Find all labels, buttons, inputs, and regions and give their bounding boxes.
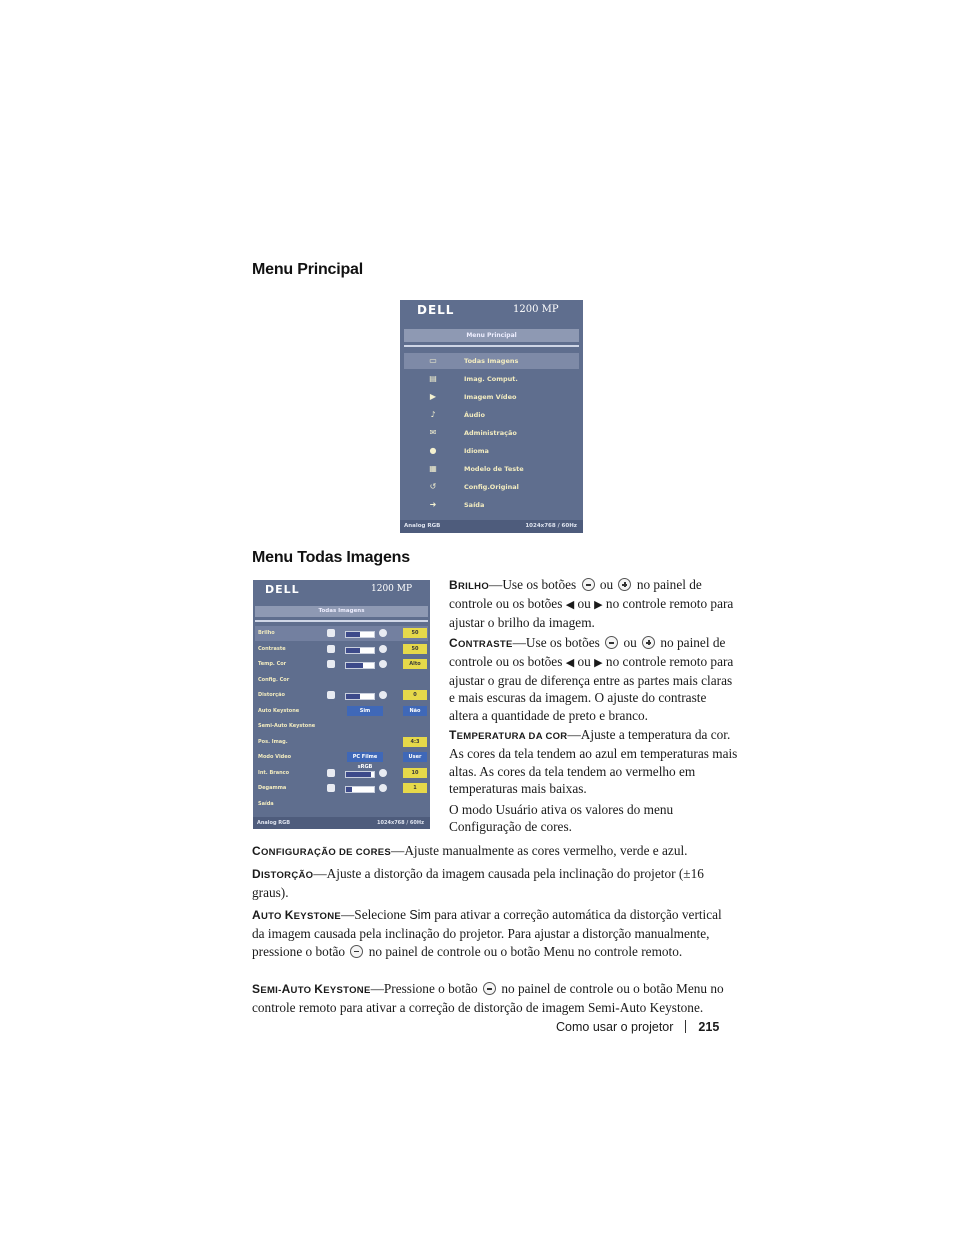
setting-icon xyxy=(327,660,335,668)
term-distorcao: DISTORÇÃO xyxy=(252,867,314,881)
option-button: PC Filme sRGB xyxy=(347,752,383,762)
text-span: Use os botões xyxy=(502,577,577,592)
setting-icon xyxy=(379,660,387,668)
right-arrow-icon: ▶ xyxy=(594,598,603,612)
heading-menu-todas-imagens: Menu Todas Imagens xyxy=(252,549,410,566)
value-box: Alto xyxy=(403,659,427,669)
osd-setting-row xyxy=(255,626,428,641)
right-arrow-icon: ▶ xyxy=(594,656,603,670)
osd-footer-source: Analog RGB xyxy=(257,820,291,826)
osd-footer-source: Analog RGB xyxy=(404,523,441,529)
text-span: Ajuste a temperatura da cor. As cores da tela tendem ao azul em temperaturas mais altas. As cores da tela tendem ao vermelho em temperaturas mais baixas. xyxy=(449,727,738,797)
text-span: no controle remoto para ajustar o brilho da imagem. xyxy=(449,596,734,630)
osd-setting-row xyxy=(255,673,428,688)
minus-button-icon xyxy=(582,578,595,591)
text-span: no painel de controle ou o botão Menu no controle remoto para ativar a correção de distorção de imagem Semi-Auto Keystone. xyxy=(252,981,724,1016)
term-auto-keystone: AUTO KEYSTONE xyxy=(252,908,341,922)
monitor-icon: ▭ xyxy=(429,356,437,365)
plus-button-icon xyxy=(618,578,631,591)
osd-menu-item-label: Idioma xyxy=(464,447,489,455)
term-brilho: BRILHO xyxy=(449,578,490,592)
osd-setting-row xyxy=(255,735,428,750)
menu-button-icon xyxy=(350,945,363,958)
globe-icon: ● xyxy=(429,446,437,455)
osd-menu-item xyxy=(404,479,579,495)
term-config-cores: CONFIGURAÇÃO DE CORES xyxy=(252,844,392,858)
value-box: 50 xyxy=(403,644,427,654)
paragraph-auto-keystone: AUTO KEYSTONE—Selecione Sim para ativar a correção automática da distorção vertical da imagem causada pela inclinação do projetor. Para ajustar a distorção manualmente, pressione o botão no painel de controle ou o botão Menu no controle remoto. xyxy=(252,907,722,959)
text-span: ou xyxy=(577,596,591,612)
setting-icon xyxy=(379,769,387,777)
text-span: para ativar a correção automática da distorção vertical da imagem causada pela inclinação do projetor. Para ajustar a distorção manualmente, pressione o botão xyxy=(252,907,722,959)
dell-logo: DELL xyxy=(417,303,455,317)
minus-button-icon xyxy=(605,636,618,649)
setting-icon xyxy=(327,645,335,653)
osd-menu-item-label: Imag. Comput. xyxy=(464,375,518,383)
level-fill xyxy=(346,632,360,637)
term-contraste: CONTRASTE xyxy=(449,636,513,650)
osd-menu-item-label: Imagem Vídeo xyxy=(464,393,517,401)
speaker-icon: ♪ xyxy=(430,410,436,419)
left-arrow-icon: ◀ xyxy=(565,656,575,670)
osd-setting-row xyxy=(255,719,428,734)
setting-icon xyxy=(379,645,387,653)
osd-setting-row xyxy=(255,657,428,672)
osd-footer xyxy=(400,520,583,533)
osd-setting-row xyxy=(255,797,428,812)
setting-icon xyxy=(327,769,335,777)
plus-button-icon xyxy=(642,636,655,649)
setting-icon xyxy=(327,691,335,699)
osd-menu-item xyxy=(404,425,579,441)
osd-menu-item-label: Todas Imagens xyxy=(464,357,519,365)
term-temperatura: TEMPERATURA DA COR xyxy=(449,728,568,742)
level-fill xyxy=(346,663,363,668)
exit-icon: ➜ xyxy=(429,500,437,509)
osd-setting-label: Semi-Auto Keystone xyxy=(258,723,316,729)
paragraph-brilho: BRILHO—Use os botões ou no painel de controle ou os botões ◀ ou ▶ no controle remoto para ajustar o brilho da imagem. xyxy=(449,577,734,630)
osd-setting-label: Contraste xyxy=(258,645,286,652)
setting-icon xyxy=(327,784,335,792)
osd-setting-label: Temp. Cor xyxy=(258,661,287,667)
osd-setting-row xyxy=(255,766,428,781)
footer-divider xyxy=(685,1020,686,1033)
menu-button-icon xyxy=(483,982,496,995)
test-pattern-icon: ▦ xyxy=(429,464,437,473)
osd-menu-item xyxy=(404,353,579,369)
osd-setting-label: Int. Branco xyxy=(258,769,290,776)
osd-setting-row xyxy=(255,642,428,657)
setting-icon xyxy=(379,691,387,699)
text-span: ou xyxy=(599,577,614,592)
level-slider xyxy=(345,662,375,669)
osd-menu-item xyxy=(404,497,579,513)
setting-icon xyxy=(327,629,335,637)
osd-setting-row xyxy=(255,781,428,796)
osd-footer-resolution: 1024x768 / 60Hz xyxy=(377,820,424,826)
reset-icon: ↺ xyxy=(429,482,437,491)
paragraph-contraste: CONTRASTE—Use os botões ou no painel de controle ou os botões ◀ ou ▶ no controle remoto para ajustar o grau de diferença entre as partes mais claras e mais escuras da imagem. O ajuste do contraste altera a quantidade de preto e branco. xyxy=(449,635,734,723)
setting-icon xyxy=(379,784,387,792)
level-slider xyxy=(345,693,375,700)
osd-all-images-menu-image xyxy=(253,580,430,829)
text-span: no painel de controle ou os botões xyxy=(449,577,702,612)
osd-model: 1200 MP xyxy=(371,584,413,594)
level-fill xyxy=(346,772,371,777)
level-slider xyxy=(345,647,375,654)
osd-main-menu-image xyxy=(400,300,583,533)
option-button: User xyxy=(403,752,427,762)
footer-section-title: Como usar o projetor xyxy=(556,1020,674,1034)
text-span: Ajuste manualmente as cores vermelho, verde e azul. xyxy=(404,843,688,858)
osd-setting-label: Saída xyxy=(258,800,274,807)
computer-icon: ▤ xyxy=(429,374,437,383)
dell-logo: DELL xyxy=(265,583,300,596)
value-box: 50 xyxy=(403,628,427,638)
setting-icon xyxy=(379,629,387,637)
heading-menu-principal: Menu Principal xyxy=(252,261,363,278)
paragraph-semi-auto-keystone: SEMI-AUTO KEYSTONE—Pressione o botão no painel de controle ou o botão Menu no controle remoto para ativar a correção de distorção de imagem Semi-Auto Keystone. xyxy=(252,981,724,1016)
osd-separator xyxy=(255,620,428,622)
paragraph-usuario: O modo Usuário ativa os valores do menu Configuração de cores. xyxy=(449,802,674,835)
text-sim: Sim xyxy=(409,908,431,922)
osd-footer xyxy=(253,817,430,829)
osd-setting-row xyxy=(255,704,428,719)
text-span: ou xyxy=(577,654,591,670)
video-icon: ▶ xyxy=(429,392,437,401)
option-button: Não xyxy=(403,706,427,716)
paragraph-config-cores: CONFIGURAÇÃO DE CORES—Ajuste manualmente as cores vermelho, verde e azul. xyxy=(252,843,688,858)
level-slider xyxy=(345,786,375,793)
osd-title-bar: Todas Imagens xyxy=(255,606,428,617)
osd-menu-item xyxy=(404,461,579,477)
osd-menu-item xyxy=(404,407,579,423)
osd-model: 1200 MP xyxy=(513,304,559,315)
paragraph-distorcao: DISTORÇÃO—Ajuste a distorção da imagem causada pela inclinação do projetor (±16 graus). xyxy=(252,866,704,901)
term-semi-auto-keystone: SEMI-AUTO KEYSTONE xyxy=(252,982,371,996)
level-slider xyxy=(345,631,375,638)
text-span: ou xyxy=(623,635,637,650)
level-fill xyxy=(346,648,360,653)
osd-menu-item-label: Config.Original xyxy=(464,483,519,491)
level-fill xyxy=(346,787,352,792)
text-span: Use os botões xyxy=(525,635,600,650)
page-footer xyxy=(556,1020,719,1034)
osd-setting-label: Config. Cor xyxy=(258,676,290,683)
value-box: 0 xyxy=(403,690,427,700)
osd-setting-row xyxy=(255,688,428,703)
osd-setting-label: Degamma xyxy=(258,785,287,791)
osd-menu-item-label: Modelo de Teste xyxy=(464,465,524,473)
text-span: Selecione xyxy=(354,907,406,922)
text-span: Pressione o botão xyxy=(383,981,478,996)
osd-menu-item xyxy=(404,371,579,387)
option-button: Sim xyxy=(347,706,383,716)
value-box: 1 xyxy=(403,783,427,793)
level-slider xyxy=(345,771,375,778)
osd-menu-item-label: Administração xyxy=(464,429,517,437)
osd-menu-item xyxy=(404,389,579,405)
osd-setting-row xyxy=(255,750,428,770)
page-number: 215 xyxy=(698,1020,720,1034)
level-fill xyxy=(346,694,360,699)
osd-setting-label: Distorção xyxy=(258,692,285,698)
osd-setting-label: Auto Keystone xyxy=(258,707,300,714)
text-span: Ajuste a distorção da imagem causada pela inclinação do projetor (±16 graus). xyxy=(252,866,704,901)
text-span: no painel de controle ou os botões xyxy=(449,635,726,670)
osd-menu-item xyxy=(404,443,579,459)
left-arrow-icon: ◀ xyxy=(565,598,575,612)
admin-icon: ✉ xyxy=(429,428,437,437)
osd-separator xyxy=(404,345,579,347)
osd-menu-item-label: Saída xyxy=(464,501,485,509)
osd-setting-label: Brilho xyxy=(258,630,275,636)
paragraph-temperatura: TEMPERATURA DA COR—Ajuste a temperatura da cor. As cores da tela tendem ao azul em temperaturas mais altas. As cores da tela tendem ao vermelho em temperaturas mais baixas. xyxy=(449,727,738,797)
value-box: 4:3 xyxy=(403,737,427,747)
osd-setting-label: Modo Video xyxy=(258,754,292,760)
osd-menu-item-label: Áudio xyxy=(464,411,486,419)
osd-setting-label: Pos. Imag. xyxy=(258,738,288,745)
osd-title-bar: Menu Principal xyxy=(404,329,579,342)
text-span: no controle remoto para ajustar o grau de diferença entre as partes mais claras e mais escuras da imagem. O ajuste do contraste altera a quantidade de preto e branco. xyxy=(449,654,734,723)
osd-footer-resolution: 1024x768 / 60Hz xyxy=(525,523,577,529)
text-span: no painel de controle ou o botão Menu no controle remoto. xyxy=(368,943,683,959)
value-box: 10 xyxy=(403,768,427,778)
